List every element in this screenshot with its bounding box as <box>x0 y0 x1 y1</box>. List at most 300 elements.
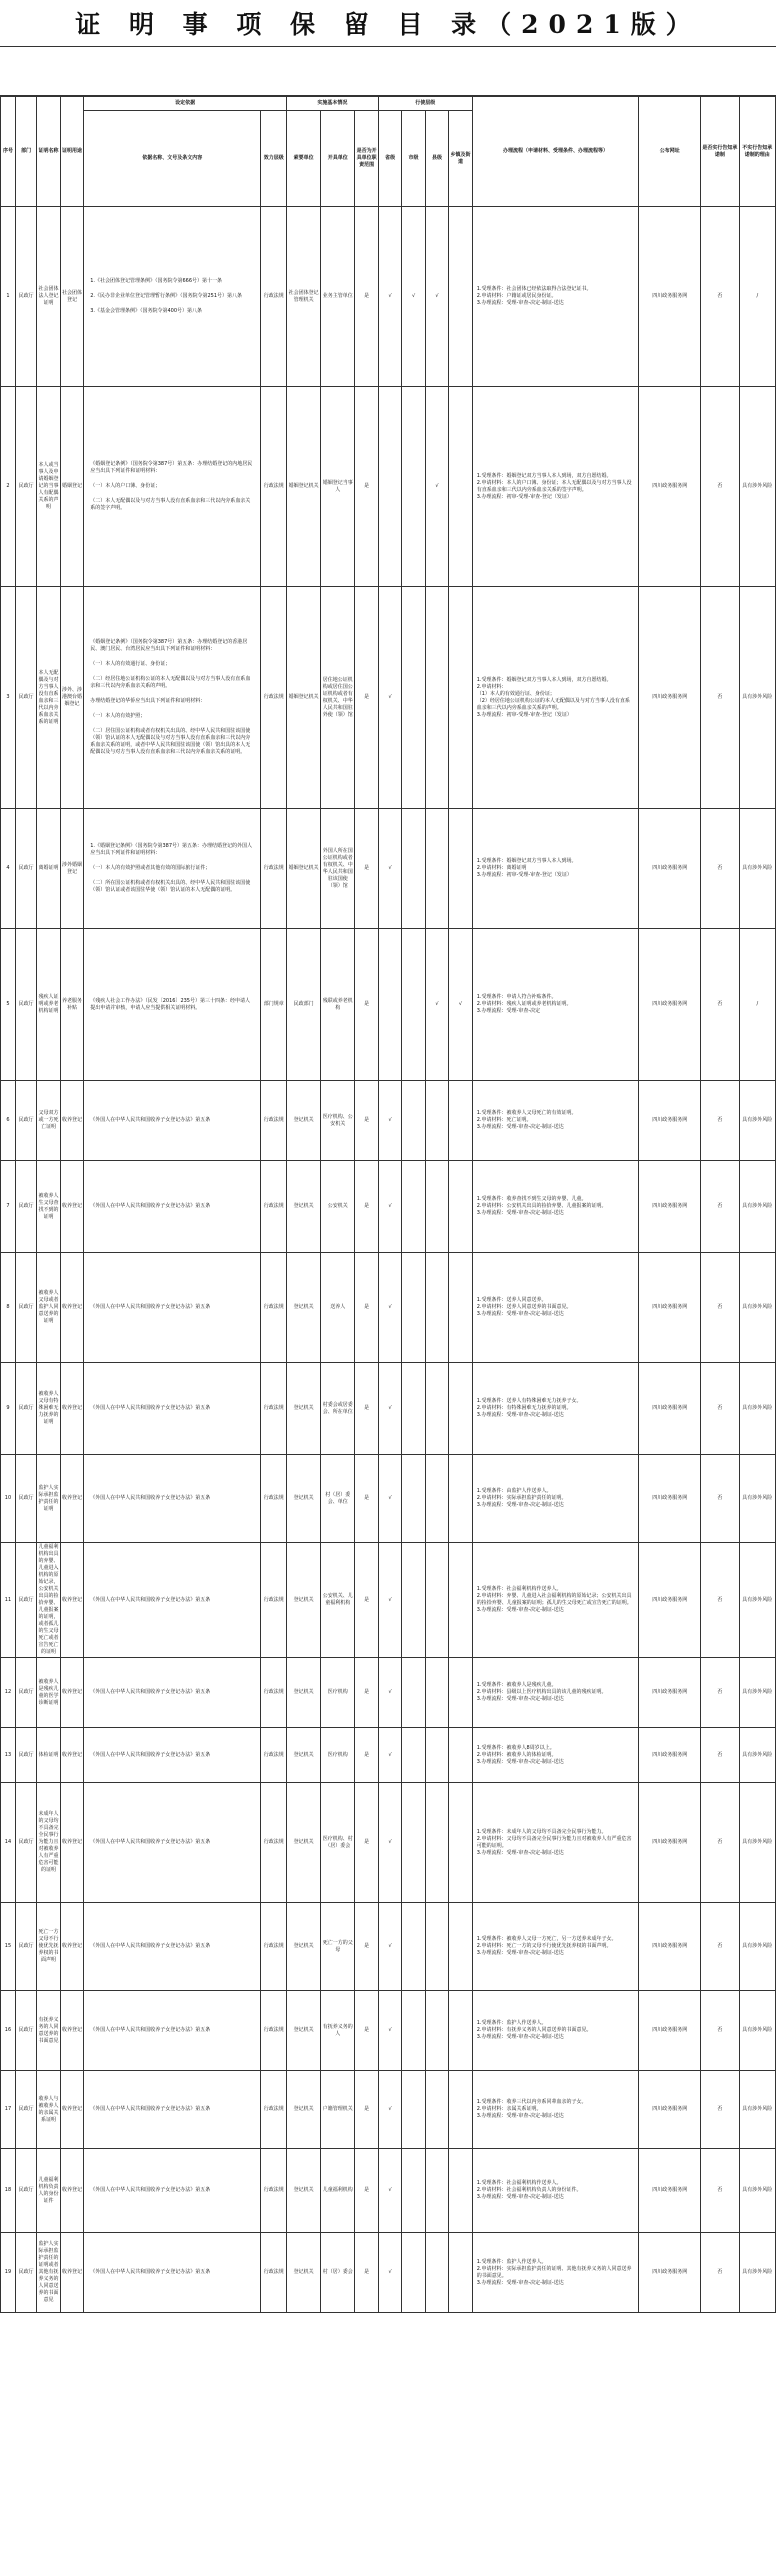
line-gap <box>90 300 254 308</box>
cell-reason: / <box>739 207 775 387</box>
table-row <box>1 1658 776 1728</box>
line-gap <box>90 668 254 676</box>
cell-town <box>449 1161 473 1253</box>
cell-process <box>472 1161 639 1253</box>
cell-city <box>402 1253 425 1363</box>
cell-no: 16 <box>1 1991 16 2071</box>
header-county: 县级 <box>425 111 448 207</box>
cell-basis <box>84 1161 261 1253</box>
header-demand: 索要单位 <box>287 111 321 207</box>
cell-process-line: 2.申请材料： <box>476 683 507 690</box>
cell-auth: 是 <box>355 1161 379 1253</box>
cell-process-line: 2.申请材料：县级以上医疗机构出具的该儿童的残疾证明。 <box>476 1689 607 1695</box>
table-body <box>1 207 776 2313</box>
cell-basis <box>84 1253 261 1363</box>
cell-process-line: 1.受理条件：社会福利机构作送养人。 <box>476 1586 562 1592</box>
document-title: 证 明 事 项 保 留 目 录（2021版） <box>75 10 701 39</box>
cell-channel: 四川政务服务网 <box>639 1455 701 1543</box>
cell-cert-name: 社会团体法人登记证明 <box>37 207 60 387</box>
cell-use: 收养登记 <box>60 1543 83 1658</box>
cell-province: √ <box>378 1455 401 1543</box>
cell-process-line: 1.受理条件：收养三代以内旁系同辈血亲的子女。 <box>476 2099 587 2105</box>
cell-process <box>472 2071 639 2149</box>
cell-process <box>472 587 639 809</box>
cell-issuer: 医疗机构 <box>321 1728 355 1783</box>
cell-basis <box>84 1991 261 2071</box>
header-town: 乡镇及街道 <box>449 111 473 207</box>
cell-auth: 是 <box>355 809 379 929</box>
cell-issuer: 送养人 <box>321 1253 355 1363</box>
cell-province: √ <box>378 1783 401 1903</box>
cell-town <box>449 1728 473 1783</box>
cell-level: 行政法规 <box>261 1728 287 1783</box>
cell-process-line: 3.办理流程：受理-审查-决定 <box>476 1008 541 1014</box>
cell-basis-line: 《外国人在中华人民共和国收养子女登记办法》第五条 <box>90 1495 211 1501</box>
cell-city: √ <box>402 207 425 387</box>
cell-province <box>378 387 401 587</box>
table-row <box>1 207 776 387</box>
cell-process <box>472 1543 639 1658</box>
cell-city <box>402 809 425 929</box>
cell-reason: 具有涉外风险 <box>739 387 775 587</box>
cell-county <box>425 1363 448 1455</box>
cell-dept: 民政厅 <box>15 1903 36 1991</box>
cell-reason: 具有涉外风险 <box>739 1783 775 1903</box>
table-row <box>1 2071 776 2149</box>
cell-use: 收养登记 <box>60 1081 83 1161</box>
cell-town <box>449 1081 473 1161</box>
cell-cert-name: 被收养人父母有特殊困难无力抚养的证明 <box>37 1363 60 1455</box>
cell-channel: 四川政务服务网 <box>639 1991 701 2071</box>
cell-process-line: 2.申请材料：公安机关出具的捡拾弃婴、儿童报案的证明。 <box>476 1203 607 1209</box>
cell-process-line: 1.受理条件：被收养人父母一方死亡，另一方送养未成年子女。 <box>476 1936 617 1942</box>
cell-use: 收养登记 <box>60 2233 83 2313</box>
cell-auth: 是 <box>355 1543 379 1658</box>
cell-province: √ <box>378 1903 401 1991</box>
cell-demand: 登记机关 <box>287 2071 321 2149</box>
cell-commit: 否 <box>701 809 739 929</box>
cell-no: 12 <box>1 1658 16 1728</box>
cell-level: 行政法规 <box>261 1253 287 1363</box>
cell-process-line: 1.受理条件：被收养人8周岁以上。 <box>476 1744 555 1751</box>
cell-county <box>425 1081 448 1161</box>
cell-no: 17 <box>1 2071 16 2149</box>
cell-basis-line: （二）居住国公证机构或者有权机关出具的、经中华人民共和国驻该国使（领）馆认证的本人无配偶以及与对方当事人没有直系血亲和三代以内旁系血亲关系的证明，或者中华人民共和国驻该国使（领）馆出具的本人无配偶以及与对方当事人没有直系血亲和三代以内旁系血亲关系的证明。 <box>90 728 251 755</box>
cell-dept: 民政厅 <box>15 1543 36 1658</box>
cell-reason: 具有涉外风险 <box>739 587 775 809</box>
cell-reason: 具有涉外风险 <box>739 1253 775 1363</box>
cell-process <box>472 207 639 387</box>
cell-channel: 四川政务服务网 <box>639 1363 701 1455</box>
cell-basis-line: 办理结婚登记的华侨应当出具下列证件和证明材料： <box>90 698 206 704</box>
cell-process <box>472 1783 639 1903</box>
cell-basis <box>84 2149 261 2233</box>
cell-city <box>402 1903 425 1991</box>
cell-county <box>425 2071 448 2149</box>
cell-process-line: 2.申请材料：有抚养义务的人同意送养的书面意见。 <box>476 2027 592 2033</box>
cell-basis <box>84 207 261 387</box>
cell-demand: 登记机关 <box>287 1728 321 1783</box>
cell-city <box>402 1161 425 1253</box>
cell-cert-name: 收养人与被收养人的亲属关系证明 <box>37 2071 60 2149</box>
cell-process <box>472 929 639 1081</box>
cell-process-line: 3.办理流程：受理-审查-决定-制证-送达 <box>476 2034 564 2040</box>
cell-dept: 民政厅 <box>15 387 36 587</box>
cell-town <box>449 2233 473 2313</box>
cell-basis-line: 《外国人在中华人民共和国收养子女登记办法》第五条 <box>90 2187 211 2193</box>
cell-basis <box>84 387 261 587</box>
cell-level: 行政法规 <box>261 587 287 809</box>
cell-no: 8 <box>1 1253 16 1363</box>
cell-auth: 是 <box>355 1363 379 1455</box>
cell-commit: 否 <box>701 1161 739 1253</box>
cell-no: 15 <box>1 1903 16 1991</box>
cell-basis-line: （二）所在国公证机构或者有权机关出具的、经中华人民共和国驻该国使（领）馆认证或者该国驻华使（领）馆认证的本人无配偶的证明。 <box>90 880 251 893</box>
cell-level: 行政法规 <box>261 809 287 929</box>
cell-issuer: 残联或养老机构 <box>321 929 355 1081</box>
cell-channel: 四川政务服务网 <box>639 1903 701 1991</box>
cell-county: √ <box>425 207 448 387</box>
cell-commit: 否 <box>701 2149 739 2233</box>
cell-channel: 四川政务服务网 <box>639 2149 701 2233</box>
header-level: 效力层级 <box>261 111 287 207</box>
cell-province: √ <box>378 1253 401 1363</box>
cell-issuer: 死亡一方的父母 <box>321 1903 355 1991</box>
cell-use: 收养登记 <box>60 1363 83 1455</box>
cell-reason: 具有涉外风险 <box>739 2071 775 2149</box>
header-issuer: 开具单位 <box>321 111 355 207</box>
cell-commit: 否 <box>701 587 739 809</box>
cell-process-line: 1.受理条件：被收养人父母死亡的有效证明。 <box>476 1110 577 1116</box>
cell-dept: 民政厅 <box>15 809 36 929</box>
cell-basis-line: （一）本人的户口簿、身份证； <box>90 483 161 489</box>
cell-channel: 四川政务服务网 <box>639 1253 701 1363</box>
cell-auth: 是 <box>355 1903 379 1991</box>
cell-process-line: 1.受理条件：被收养人是残疾儿童。 <box>476 1682 557 1688</box>
cell-commit: 否 <box>701 2071 739 2149</box>
table-row <box>1 1728 776 1783</box>
table-row <box>1 1161 776 1253</box>
cell-cert-name: 本人或当事人及申请婚姻登记的当事人有配偶关系的声明 <box>37 387 60 587</box>
cell-town <box>449 207 473 387</box>
cell-use: 收养登记 <box>60 1253 83 1363</box>
cell-basis-line: 《婚姻登记条例》（国务院令第387号）第五条：办理结婚登记的香港居民、澳门居民、台湾居民应当出具下列证件和证明材料： <box>90 639 248 652</box>
cell-town <box>449 2149 473 2233</box>
cell-process-line: 1.受理条件：送养人同意送养。 <box>476 1297 547 1303</box>
cell-dept: 民政厅 <box>15 1658 36 1728</box>
cell-dept: 民政厅 <box>15 1455 36 1543</box>
cell-city <box>402 1783 425 1903</box>
cell-basis-line: 《外国人在中华人民共和国收养子女登记办法》第五条 <box>90 1117 211 1123</box>
table-row <box>1 387 776 587</box>
cell-auth: 是 <box>355 929 379 1081</box>
cell-process-line: 3.办理流程：初审-受理-审查-登记（发证） <box>476 493 572 500</box>
cell-county <box>425 2149 448 2233</box>
cell-demand: 婚姻登记机关 <box>287 387 321 587</box>
cell-reason: 具有涉外风险 <box>739 809 775 929</box>
cell-county <box>425 1903 448 1991</box>
cell-basis <box>84 1543 261 1658</box>
cell-use: 收养登记 <box>60 1903 83 1991</box>
cell-channel: 四川政务服务网 <box>639 1161 701 1253</box>
cell-level: 行政法规 <box>261 207 287 387</box>
cell-process-line: （2）经居住地公证机构公证的本人无配偶以及与对方当事人没有直系血亲和三代以内旁系血亲关系的声明。 <box>476 697 630 711</box>
cell-process-line: 3.办理流程：受理-审查-决定-制证-送达 <box>476 1758 564 1765</box>
cell-channel: 四川政务服务网 <box>639 587 701 809</box>
cell-process-line: 2.申请材料：实际承担监护责任的证明、其他有抚养义务的人同意送养的书面意见。 <box>476 2265 632 2279</box>
cell-no: 11 <box>1 1543 16 1658</box>
cell-province: √ <box>378 1081 401 1161</box>
header-basis-content: 依据名称、文号及条文内容 <box>84 111 261 207</box>
line-gap <box>90 475 254 483</box>
cell-issuer: 医疗机构、村（居）委会 <box>321 1783 355 1903</box>
cell-issuer: 婚姻登记当事人 <box>321 387 355 587</box>
cell-process-line: 1.受理条件：送养人有特殊困难无力抚养子女。 <box>476 1398 582 1404</box>
cell-province: √ <box>378 207 401 387</box>
header-use: 证明用途 <box>60 97 83 207</box>
table-row <box>1 1991 776 2071</box>
cell-county <box>425 1253 448 1363</box>
cell-process-line: 2.申请材料：亲属关系证明。 <box>476 2106 542 2112</box>
cell-province: √ <box>378 1991 401 2071</box>
cell-city <box>402 587 425 809</box>
cell-channel: 四川政务服务网 <box>639 1081 701 1161</box>
cell-cert-name: 有抚养义务的人同意送养的书面意见 <box>37 1991 60 2071</box>
header-no: 序号 <box>1 97 16 207</box>
cell-process-line: 3.办理流程：受理-审查-决定-制证-送达 <box>476 300 564 306</box>
cell-level: 行政法规 <box>261 1543 287 1658</box>
cell-commit: 否 <box>701 1543 739 1658</box>
line-gap <box>90 857 254 865</box>
cell-dept: 民政厅 <box>15 2149 36 2233</box>
line-gap <box>90 490 254 498</box>
table-row <box>1 809 776 929</box>
cell-process-line: 2.申请材料：本人的户口簿、身份证；本人无配偶以及与对方当事人没有直系血亲和三代以内旁系血亲关系的签字声明。 <box>476 479 632 493</box>
table-header <box>1 97 776 207</box>
cell-issuer: 医疗机构、公安机关 <box>321 1081 355 1161</box>
cell-basis <box>84 1658 261 1728</box>
cell-reason: 具有涉外风险 <box>739 1161 775 1253</box>
cell-no: 4 <box>1 809 16 929</box>
cell-basis-line: 《婚姻登记条例》（国务院令第387号）第五条：办理结婚登记的内地居民应当出具下列证件和证明材料： <box>90 461 253 474</box>
certificate-table <box>0 96 776 2313</box>
cell-county <box>425 1543 448 1658</box>
cell-process-line: 1.受理条件：社会团体已经依法取得合法登记证书。 <box>476 286 592 292</box>
cell-demand: 民政部门 <box>287 929 321 1081</box>
cell-city <box>402 1991 425 2071</box>
cell-level: 行政法规 <box>261 1455 287 1543</box>
cell-process-line: 2.申请材料：被收养人的体检证明。 <box>476 1751 557 1758</box>
cell-process-line: 2.申请材料：实际承担监护责任的证明。 <box>476 1495 567 1501</box>
table-row <box>1 1455 776 1543</box>
cell-commit: 否 <box>701 1991 739 2071</box>
cell-process-line: 2.申请材料：有特殊困难无力抚养的证明。 <box>476 1405 572 1411</box>
cell-no: 18 <box>1 2149 16 2233</box>
cell-dept: 民政厅 <box>15 1728 36 1783</box>
cell-process <box>472 1728 639 1783</box>
table-row <box>1 1783 776 1903</box>
cell-process <box>472 1991 639 2071</box>
cell-no: 2 <box>1 387 16 587</box>
cell-commit: 否 <box>701 1455 739 1543</box>
cell-use: 收养登记 <box>60 1455 83 1543</box>
cell-no: 5 <box>1 929 16 1081</box>
cell-basis <box>84 809 261 929</box>
cell-province <box>378 929 401 1081</box>
cell-process-line: 3.办理流程：受理-审查-决定-制证-送达 <box>476 1607 564 1613</box>
cell-channel: 四川政务服务网 <box>639 2233 701 2313</box>
cell-demand: 登记机关 <box>287 2233 321 2313</box>
cell-demand: 登记机关 <box>287 1455 321 1543</box>
cell-level: 行政法规 <box>261 1658 287 1728</box>
cell-process-line: 1.受理条件：未成年人的父母均不具备完全民事行为能力。 <box>476 1828 607 1835</box>
cell-issuer: 公安机关、儿童福利机构 <box>321 1543 355 1658</box>
header-auth: 是否为开具单位职责范围 <box>355 111 379 207</box>
cell-process-line: 2.申请材料：户籍证或居民身份证。 <box>476 293 557 299</box>
header-entity-group: 实施基本情况 <box>287 97 379 111</box>
cell-auth: 是 <box>355 387 379 587</box>
cell-channel: 四川政务服务网 <box>639 1783 701 1903</box>
cell-city <box>402 1658 425 1728</box>
cell-use: 收养登记 <box>60 2071 83 2149</box>
cell-city <box>402 1363 425 1455</box>
cell-level: 行政法规 <box>261 2149 287 2233</box>
cell-demand: 登记机关 <box>287 1783 321 1903</box>
cell-process-line: 3.办理流程：受理-审查-决定-制证-送达 <box>476 1210 564 1216</box>
cell-town <box>449 1991 473 2071</box>
cell-province: √ <box>378 1728 401 1783</box>
cell-channel: 四川政务服务网 <box>639 1543 701 1658</box>
cell-use: 社会团体登记 <box>60 207 83 387</box>
cell-process <box>472 1658 639 1728</box>
cell-process-line: （1）本人的有效通行证、身份证； <box>476 690 555 697</box>
cell-process <box>472 809 639 929</box>
cell-basis-line: 《外国人在中华人民共和国收养子女登记办法》第五条 <box>90 1839 211 1845</box>
cell-no: 3 <box>1 587 16 809</box>
cell-city <box>402 1728 425 1783</box>
cell-process-line: 2.申请材料：社会福利机构负责人的身份证件。 <box>476 2187 582 2193</box>
line-gap <box>90 690 254 698</box>
cell-issuer: 有抚养义务的人 <box>321 1991 355 2071</box>
cell-no: 9 <box>1 1363 16 1455</box>
line-gap <box>90 720 254 728</box>
cell-city <box>402 2233 425 2313</box>
cell-issuer: 居住地公证机构或居住国公证机构或者有权机关、中华人民共和国驻外使（领）馆 <box>321 587 355 809</box>
cell-basis-line: 《外国人在中华人民共和国收养子女登记办法》第五条 <box>90 1596 211 1603</box>
cell-reason: 具有涉外风险 <box>739 2233 775 2313</box>
line-gap <box>90 285 254 293</box>
cell-cert-name: 儿童福利机构负责人的身份证件 <box>37 2149 60 2233</box>
cell-commit: 否 <box>701 1728 739 1783</box>
header-basis-group: 设定依据 <box>84 97 287 111</box>
cell-basis <box>84 1903 261 1991</box>
table-row <box>1 2149 776 2233</box>
cell-city <box>402 1081 425 1161</box>
cell-process <box>472 2233 639 2313</box>
cell-reason: / <box>739 929 775 1081</box>
cell-cert-name: 监护人实际承担监护责任的证明 <box>37 1455 60 1543</box>
cell-basis-line: 《外国人在中华人民共和国收养子女登记办法》第五条 <box>90 1203 211 1209</box>
line-gap <box>90 872 254 880</box>
table-row <box>1 1903 776 1991</box>
cell-process-line: 3.办理流程：初审-受理-审查-登记（发证） <box>476 872 572 878</box>
cell-issuer: 医疗机构 <box>321 1658 355 1728</box>
cell-commit: 否 <box>701 1253 739 1363</box>
cell-use: 涉外婚姻登记 <box>60 809 83 929</box>
cell-county <box>425 1455 448 1543</box>
cell-process-line: 1.受理条件：婚姻登记双方当事人本人到场。 <box>476 858 577 864</box>
cell-basis-line: （一）本人的有效通行证、身份证； <box>90 661 171 667</box>
cell-reason: 具有涉外风险 <box>739 1543 775 1658</box>
cell-dept: 民政厅 <box>15 2233 36 2313</box>
cell-process-line: 3.办理流程：受理-审查-决定-制证-送达 <box>476 1412 564 1418</box>
cell-basis-line: 1.《婚姻登记条例》（国务院令第387号）第五条：办理结婚登记的外国人应当出具下列证件和证明材料： <box>90 843 253 856</box>
cell-issuer: 业务主管单位 <box>321 207 355 387</box>
cell-process-line: 3.办理流程：受理-审查-决定-制证-送达 <box>476 1849 564 1856</box>
cell-level: 行政法规 <box>261 2071 287 2149</box>
cell-cert-name: 被收养人生父母查找不到的证明 <box>37 1161 60 1253</box>
cell-process-line: 1.受理条件：由监护人作送养人。 <box>476 1488 552 1494</box>
cell-process-line: 3.办理流程：受理-审查-决定-制证-送达 <box>476 1124 564 1130</box>
cell-town <box>449 2071 473 2149</box>
header-reason: 不实行告知承诺制的理由 <box>739 97 775 207</box>
cell-process-line: 2.申请材料：死亡证明。 <box>476 1117 532 1123</box>
cell-cert-name: 体检证明 <box>37 1728 60 1783</box>
header-channel: 公布网址 <box>639 97 701 207</box>
cell-town <box>449 587 473 809</box>
cell-reason: 具有涉外风险 <box>739 1991 775 2071</box>
cell-cert-name: 离婚证明 <box>37 809 60 929</box>
cell-process <box>472 387 639 587</box>
cell-process-line: 3.办理流程：受理-审查-决定-制证-送达 <box>476 2113 564 2119</box>
cell-no: 6 <box>1 1081 16 1161</box>
cell-dept: 民政厅 <box>15 1161 36 1253</box>
cell-process-line: 3.办理流程：受理-审查-决定-制证-送达 <box>476 1311 564 1317</box>
cell-auth: 是 <box>355 1991 379 2071</box>
cell-dept: 民政厅 <box>15 207 36 387</box>
cell-dept: 民政厅 <box>15 2071 36 2149</box>
cell-auth: 是 <box>355 1728 379 1783</box>
cell-issuer: 村委会或居委会、所在单位 <box>321 1363 355 1455</box>
cell-county <box>425 1783 448 1903</box>
cell-no: 1 <box>1 207 16 387</box>
cell-commit: 否 <box>701 1783 739 1903</box>
cell-basis <box>84 1783 261 1903</box>
cell-reason: 具有涉外风险 <box>739 1728 775 1783</box>
cell-reason: 具有涉外风险 <box>739 1903 775 1991</box>
cell-basis-line: 1.《社会团体登记管理条例》（国务院令第666号）第十一条 <box>90 278 223 284</box>
cell-county <box>425 2233 448 2313</box>
cell-basis-line: （一）本人的有效护照； <box>90 713 146 719</box>
header-commit: 是否实行告知承诺制 <box>701 97 739 207</box>
cell-demand: 登记机关 <box>287 1543 321 1658</box>
cell-level: 行政法规 <box>261 1161 287 1253</box>
cell-auth: 是 <box>355 1455 379 1543</box>
cell-issuer: 公安机关 <box>321 1161 355 1253</box>
cell-process-line: 1.受理条件：监护人作送养人。 <box>476 2258 547 2265</box>
cell-basis <box>84 929 261 1081</box>
cell-town <box>449 1783 473 1903</box>
cell-county <box>425 1728 448 1783</box>
cell-dept: 民政厅 <box>15 1991 36 2071</box>
cell-town <box>449 809 473 929</box>
cell-reason: 具有涉外风险 <box>739 1081 775 1161</box>
cell-process-line: 1.受理条件：申请人符合补贴条件。 <box>476 994 557 1000</box>
cell-process-line: 1.受理条件：婚姻登记双方当事人本人到场，双方自愿结婚。 <box>476 676 612 683</box>
cell-demand: 婚姻登记机关 <box>287 587 321 809</box>
cell-issuer: 村（居）委会、单位 <box>321 1455 355 1543</box>
cell-cert-name: 监护人实际承担监护责任的证明或者其他有抚养义务的人同意送养的书面意见 <box>37 2233 60 2313</box>
